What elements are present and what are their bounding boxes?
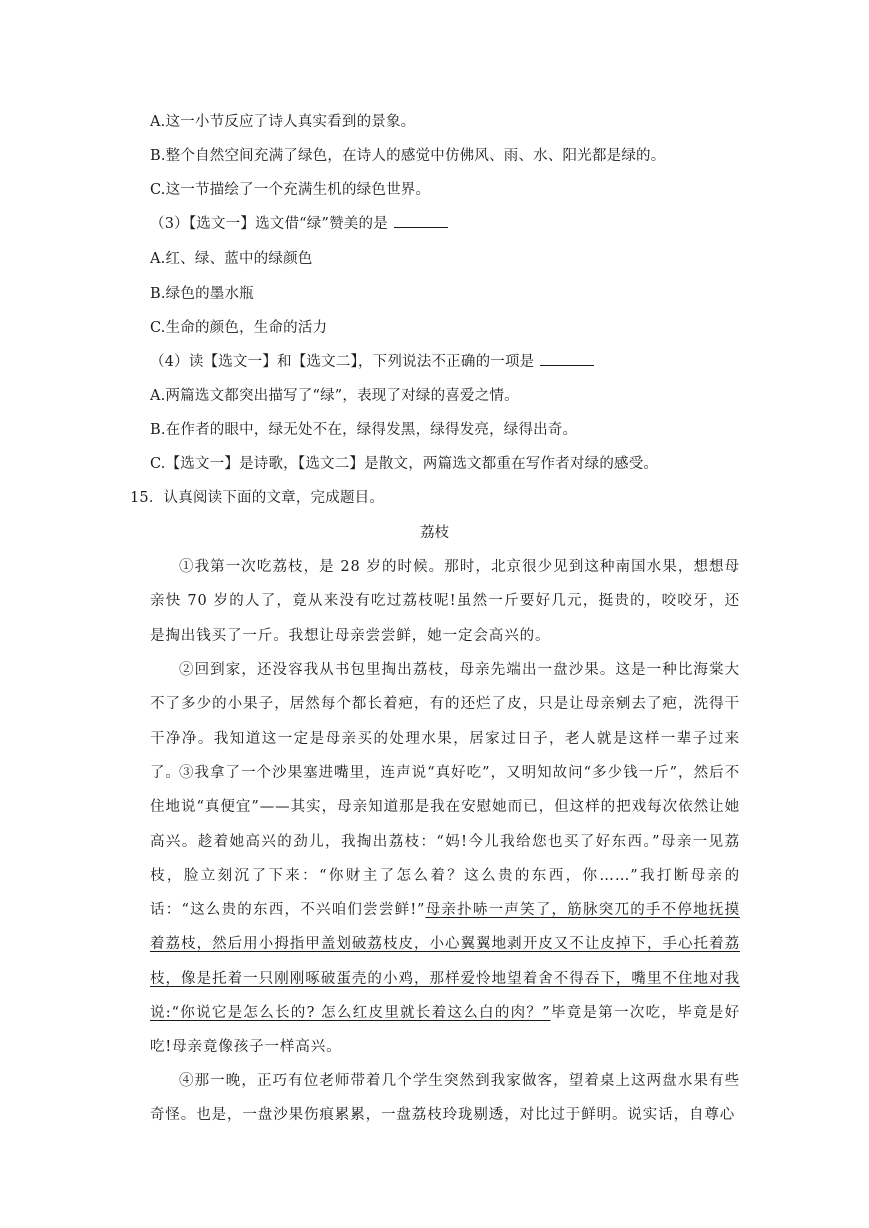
question-3-text: （3）【选文一】选文借“绿”赞美的是 [150, 216, 388, 232]
option-b-q3: B.绿色的墨水瓶 [150, 286, 254, 302]
article-title: 荔枝 [420, 525, 449, 541]
paragraph-3-underlined: 母亲扑哧一声笑了，筋脉突兀的手不停地抚摸着荔枝，然后用小拇指甲盖划破荔枝皮，小心翼翼地剥开皮又不让皮掉下，手心托着荔枝，像是托着一只刚刚啄破蛋壳的小鸡，那样爱怜地望着舍不得吞下，嘴里不住地对我说:“你说它是怎么长的? 怎么红皮里就长着这么白的肉？” [150, 902, 740, 1022]
option-c-q2: C.这一节描绘了一个充满生机的绿色世界。 [150, 182, 431, 198]
paragraph-4: ④那一晚，正巧有位老师带着几个学生突然到我家做客，望着桌上这两盘水果有些奇怪。也是，一盘沙果伤痕累累，一盘荔枝玲珑剔透，对比过于鲜明。说实话，自尊心 [150, 1073, 740, 1124]
question-3 [150, 214, 448, 234]
option-a-q3: A.红、绿、蓝中的绿颜色 [150, 251, 313, 267]
paragraph-1: ①我第一次吃荔枝，是 28 岁的时候。那时，北京很少见到这种南国水果，想想母亲快 70 岁的人了，竟从来没有吃过荔枝呢!虽然一斤要好几元，挺贵的，咬咬牙，还是掏出钱买了一斤。我想让母亲尝尝鲜，她一定会高兴的。 [150, 559, 740, 644]
option-a-q4: A.两篇选文都突出描写了“绿”，表现了对绿的喜爱之情。 [150, 388, 519, 404]
paragraph-3-part-2: 毕竟是第一次吃，毕竟是好吃!母亲竟像孩子一样高兴。 [150, 1005, 740, 1056]
question-15-heading: 15．认真阅读下面的文章，完成题目。 [130, 490, 385, 506]
option-c-q3: C.生命的颜色，生命的活力 [150, 320, 328, 336]
paragraph-3 [150, 756, 740, 1065]
paragraph-2: ②回到家，还没容我从书包里掏出荔枝，母亲先端出一盘沙果。这是一种比海棠大不了多少的小果子，居然每个都长着疤，有的还烂了皮，只是让母亲剜去了疤，洗得干干净净。我知道这一定是母亲买的处理水果，居家过日子，老人就是这样一辈子过来了。 [150, 662, 740, 781]
question-4 [150, 352, 594, 372]
option-b-q2: B.整个自然空间充满了绿色，在诗人的感觉中仿佛风、雨、水、阳光都是绿的。 [150, 148, 666, 164]
option-b-q4: B.在作者的眼中，绿无处不在，绿得发黑，绿得发亮，绿得出奇。 [150, 422, 578, 438]
answer-blank-3 [394, 226, 448, 228]
answer-blank-4 [540, 364, 594, 366]
paragraph-3-part-1: ③我拿了一个沙果塞进嘴里，连声说“真好吃”，又明知故问“多少钱一斤”，然后不住地说“真便宜”——其实，母亲知道那是我在安慰她而已，但这样的把戏每次依然让她高兴。趁着她高兴的劲儿，我掏出荔枝：“妈!今儿我给您也买了好东西。”母亲一见荔枝，脸立刻沉了下来：“你财主了怎么着？这么贵的东西，你……”我打断母亲的话：“这么贵的东西，不兴咱们尝尝鲜!” [150, 765, 740, 919]
option-c-q4: C.【选文一】是诗歌，【选文二】是散文，两篇选文都重在写作者对绿的感受。 [150, 456, 659, 472]
option-a-q2: A.这一小节反应了诗人真实看到的景象。 [150, 114, 416, 130]
question-4-text: （4）读【选文一】和【选文二】，下列说法不正确的一项是 [150, 354, 535, 370]
